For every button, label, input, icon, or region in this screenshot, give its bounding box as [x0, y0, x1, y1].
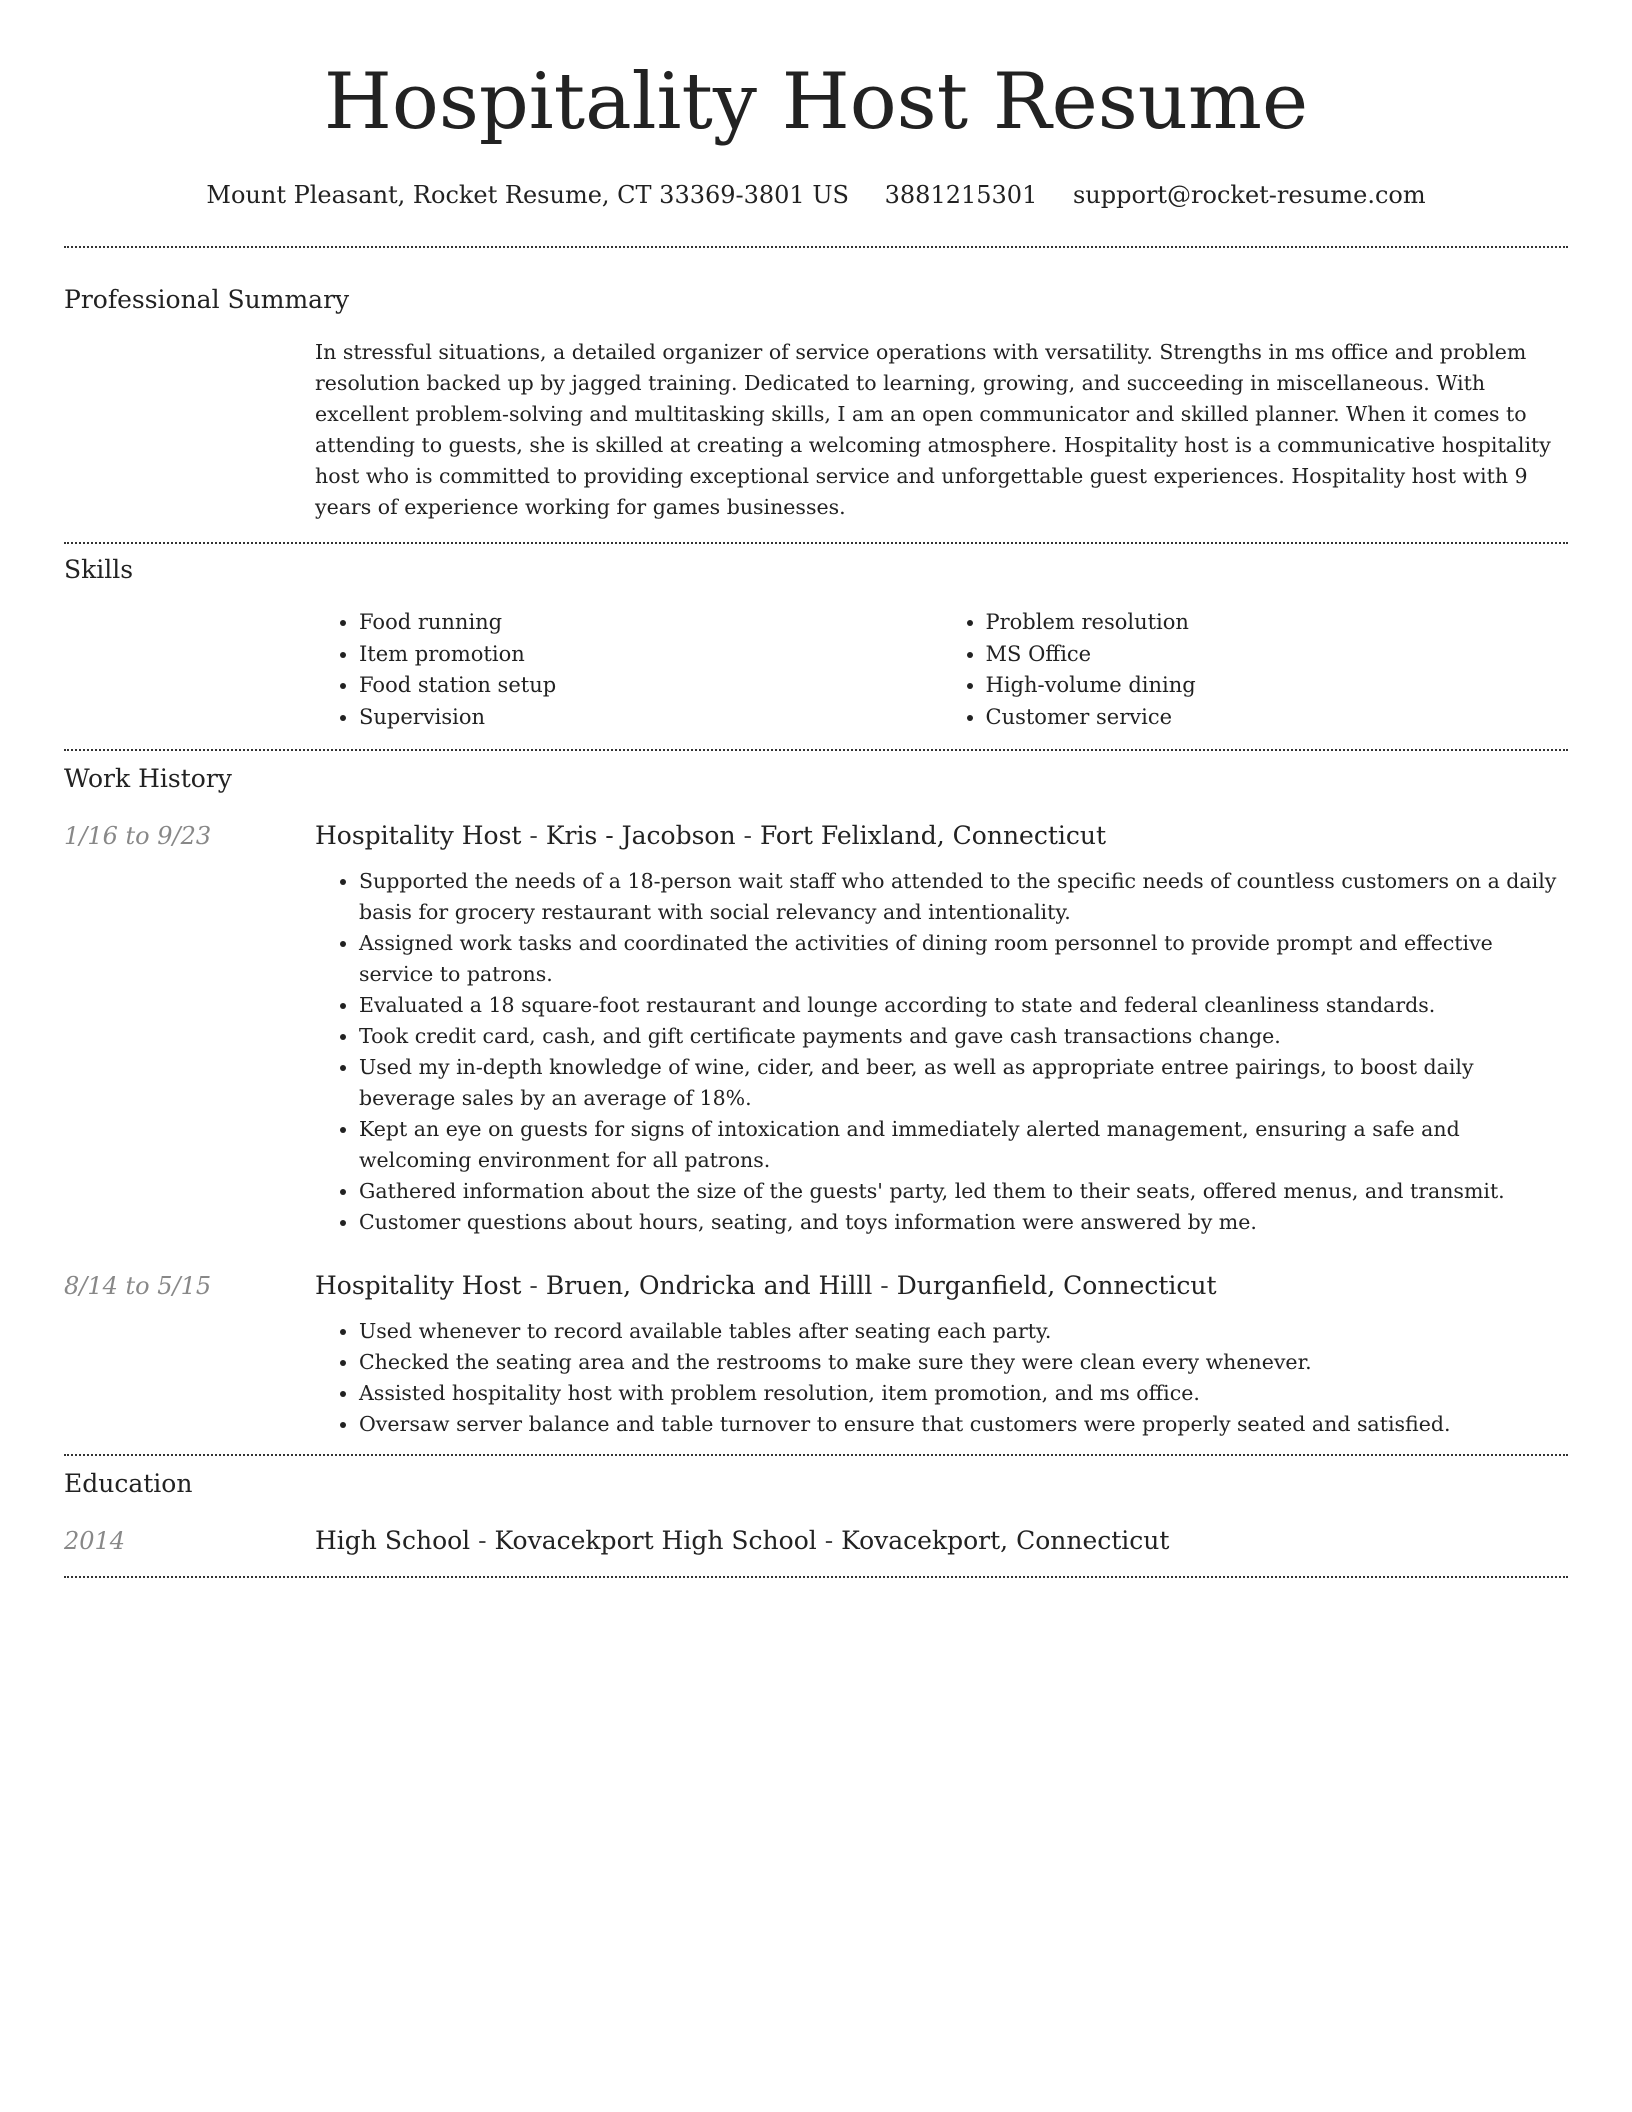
contact-line: [64, 180, 1568, 210]
job-entry: [64, 820, 1568, 1238]
skill-item: • Food running: [359, 607, 942, 639]
job-bullet: • Took credit card, cash, and gift certificate payments and gave cash transactions change.: [359, 1021, 1568, 1052]
job-bullets: [315, 866, 1568, 1238]
education-heading-line: High School - Kovacekport High School - Kovacekport, Connecticut: [315, 1526, 1170, 1555]
resume-title: Hospitality Host Resume: [323, 57, 1309, 147]
job-bullet: • Kept an eye on guests for signs of intoxication and immediately alerted management, ensuring a safe and welcoming environment for all patrons.: [359, 1114, 1568, 1176]
skills-list-right: [942, 607, 1569, 733]
summary-heading: Professional Summary: [64, 285, 350, 314]
work-history-section: [64, 751, 1568, 1440]
skill-item: • Customer service: [986, 702, 1569, 734]
job-bullet: • Used whenever to record available tables after seating each party.: [359, 1316, 1568, 1347]
job-bullet: • Oversaw server balance and table turnover to ensure that customers were properly seated and satisfied.: [359, 1409, 1568, 1440]
education-school: Kovacekport High School: [494, 1526, 817, 1555]
education-degree: High School: [315, 1526, 471, 1555]
contact-email: support@rocket-resume.com: [1072, 181, 1426, 209]
job-employer: Bruen, Ondricka and Hilll: [545, 1271, 873, 1300]
job-dates: 8/14 to 5/15: [64, 1272, 212, 1300]
job-location: Fort Felixland, Connecticut: [759, 821, 1107, 850]
skill-item: • Problem resolution: [986, 607, 1569, 639]
skill-item: • High-volume dining: [986, 670, 1569, 702]
job-title: Hospitality Host: [315, 1271, 522, 1300]
job-location: Durganfield, Connecticut: [896, 1271, 1217, 1300]
education-location: Kovacekport, Connecticut: [841, 1526, 1170, 1555]
divider: [64, 1576, 1568, 1578]
skills-list-left: [315, 607, 942, 733]
job-title: Hospitality Host: [315, 821, 522, 850]
education-entry: [64, 1525, 1568, 1557]
job-heading: Hospitality Host - Kris - Jacobson - Fort Felixland, Connecticut: [315, 821, 1107, 850]
education-section: [64, 1456, 1568, 1557]
job-heading: Hospitality Host - Bruen, Ondricka and Hilll - Durganfield, Connecticut: [315, 1271, 1217, 1300]
skill-item: • Food station setup: [359, 670, 942, 702]
job-bullet: • Assigned work tasks and coordinated the activities of dining room personnel to provide prompt and effective service to patrons.: [359, 928, 1568, 990]
skill-item: • Item promotion: [359, 639, 942, 671]
job-bullet: • Customer questions about hours, seating, and toys information were answered by me.: [359, 1207, 1568, 1238]
skill-item: • Supervision: [359, 702, 942, 734]
education-year: 2014: [64, 1527, 126, 1555]
job-bullet: • Supported the needs of a 18-person wait staff who attended to the specific needs of countless customers on a daily basis for grocery restaurant with social relevancy and intentionality.: [359, 866, 1568, 928]
summary-text: In stressful situations, a detailed organizer of service operations with versatility. Strengths in ms office and problem resolution backed up by jagged training. Dedicated to learning, growing, and succeeding in miscellaneous. With excellent problem-solving and multitasking skills, I am an open communicator and skilled planner. When it comes to attending to guests, she is skilled at creating a welcoming atmosphere. Hospitality host is a communicative hospitality host who is committed to providing exceptional service and unforgettable guest experiences. Hospitality host with 9 years of experience working for games businesses.: [315, 340, 1551, 519]
job-bullets: [315, 1316, 1568, 1440]
contact-phone: 3881215301: [884, 181, 1038, 209]
job-employer: Kris - Jacobson: [545, 821, 736, 850]
skills-heading: Skills: [64, 555, 134, 584]
education-heading: Education: [64, 1469, 193, 1498]
job-bullet: • Gathered information about the size of the guests' party, led them to their seats, offered menus, and transmit.: [359, 1176, 1568, 1207]
job-bullet: • Evaluated a 18 square-foot restaurant and lounge according to state and federal cleanliness standards.: [359, 990, 1568, 1021]
job-entry: [64, 1270, 1568, 1440]
contact-address: Mount Pleasant, Rocket Resume, CT 33369-3801 US: [206, 181, 849, 209]
job-dates: 1/16 to 9/23: [64, 822, 212, 850]
job-bullet: • Assisted hospitality host with problem resolution, item promotion, and ms office.: [359, 1378, 1568, 1409]
summary-section: [64, 248, 1568, 523]
skill-item: • MS Office: [986, 639, 1569, 671]
job-bullet: • Used my in-depth knowledge of wine, cider, and beer, as well as appropriate entree pairings, to boost daily beverage sales by an average of 18%.: [359, 1052, 1568, 1114]
work-history-heading: Work History: [64, 764, 232, 793]
job-bullet: • Checked the seating area and the restrooms to make sure they were clean every whenever.: [359, 1347, 1568, 1378]
resume-page: [64, 0, 1568, 1578]
skills-section: [64, 544, 1568, 733]
